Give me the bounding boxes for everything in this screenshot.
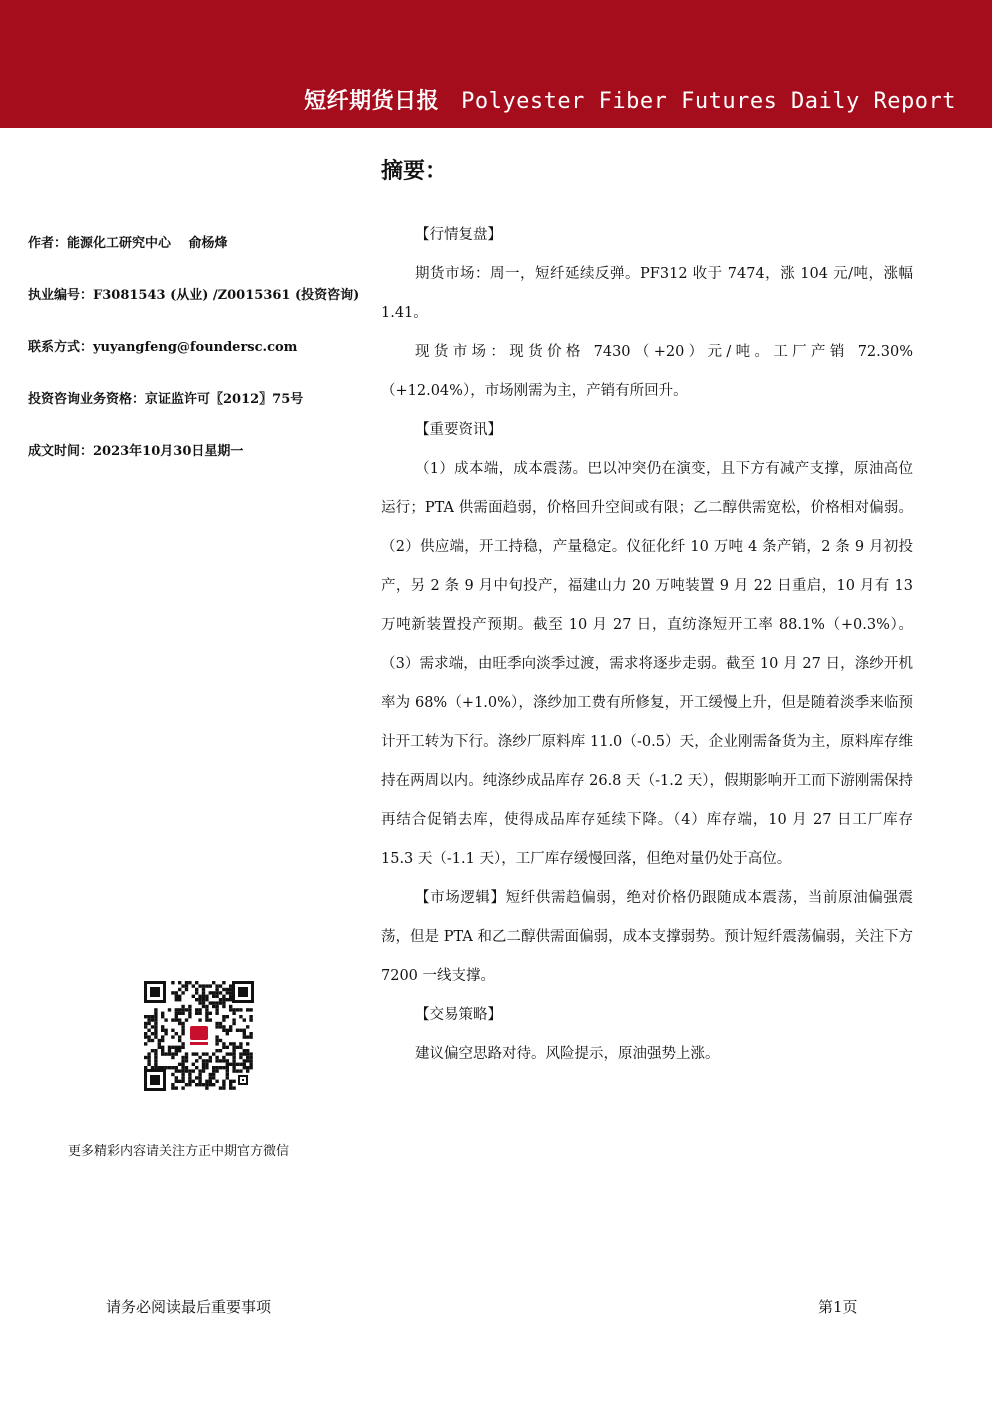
news-paragraph: （1）成本端，成本震荡。巴以冲突仍在演变，且下方有减产支撑，原油高位运行；PTA 供需面趋弱，价格回升空间或有限；乙二醇供需宽松，价格相对偏弱。（2）供应端，开工持稳，产量稳定。仪征化纤 10 万吨 4 条产销，2 条 9 月初投产，另 2 条 9 月中旬投产，福建山力 20 万吨装置 9 月 22 日重启，10 月有 13 万吨新装置投产预期。截至 10 月 27 日，直纺涤短开工率 88.1%（+0.3%）。（3）需求端，由旺季向淡季过渡，需求将逐步走弱。截至 10 月 27 日，涤纱开机率为 68%（+1.0%），涤纱加工费有所修复，开工缓慢上升，但是随着淡季来临预计开工转为下行。涤纱厂原料库 11.0（-0.5）天，企业刚需备货为主，原料库存维持在两周以内。纯涤纱成品库存 26.8 天（-1.2 天），假期影响开工而下游刚需保持再结合促销去库，使得成品库存延续下降。（4）库存端，10 月 27 日工厂库存 15.3 天（-1.1 天），工厂库存缓慢回落，但绝对量仍处于高位。	[381, 461, 913, 867]
market-logic-paragraph	[381, 879, 913, 996]
license-line: 执业编号：F3081543 (从业) /Z0015361 (投资咨询)	[28, 288, 360, 303]
report-title	[304, 84, 956, 115]
section-strategy-title: 【交易策略】	[415, 1007, 502, 1023]
contact-line: 联系方式：yuyangfeng@foundersc.com	[28, 340, 298, 355]
report-body	[381, 216, 913, 1074]
qr-finder-top-left	[144, 981, 166, 1003]
author-line: 作者：能源化工研究中心 俞杨烽	[28, 236, 228, 251]
futures-market-paragraph: 期货市场：周一，短纤延续反弹。PF312 收于 7474，涨 104 元/吨，涨幅 1.41。	[381, 266, 913, 321]
section-news-title: 【重要资讯】	[415, 422, 502, 438]
report-header-banner	[0, 0, 992, 128]
market-logic-text: 短纤供需趋偏弱，绝对价格仍跟随成本震荡，当前原油偏强震荡，但是 PTA 和乙二醇供需面偏弱，成本支撑弱势。预计短纤震荡偏弱，关注下方 7200 一线支撑。	[381, 890, 913, 984]
section-market-review-title: 【行情复盘】	[415, 227, 502, 243]
qr-caption: 更多精彩内容请关注方正中期官方微信	[68, 1144, 290, 1159]
footer-notice: 请务必阅读最后重要事项	[106, 1298, 272, 1316]
page-number: 第1页	[818, 1298, 858, 1316]
spot-market-paragraph: 现货市场：现货价格 7430（+20）元/吨。工厂产销 72.30%（+12.04%），市场刚需为主，产销有所回升。	[381, 344, 913, 399]
qualification-line: 投资咨询业务资格：京证监许可〖2012〗75号	[28, 392, 304, 407]
summary-heading: 摘要：	[381, 159, 448, 184]
author-info	[28, 232, 368, 492]
report-title-cn: 短纤期货日报	[304, 89, 440, 114]
qr-finder-bottom-left	[144, 1069, 166, 1091]
qr-finder-bottom-right	[238, 1075, 248, 1085]
qr-finder-top-right	[232, 981, 254, 1003]
section-logic-title: 【市场逻辑】	[415, 890, 506, 906]
strategy-paragraph: 建议偏空思路对待。风险提示，原油强势上涨。	[415, 1046, 720, 1062]
report-title-en: Polyester Fiber Futures Daily Report	[461, 89, 956, 114]
wechat-qr-code	[144, 981, 254, 1091]
date-line: 成文时间：2023年10月30日星期一	[28, 444, 244, 459]
